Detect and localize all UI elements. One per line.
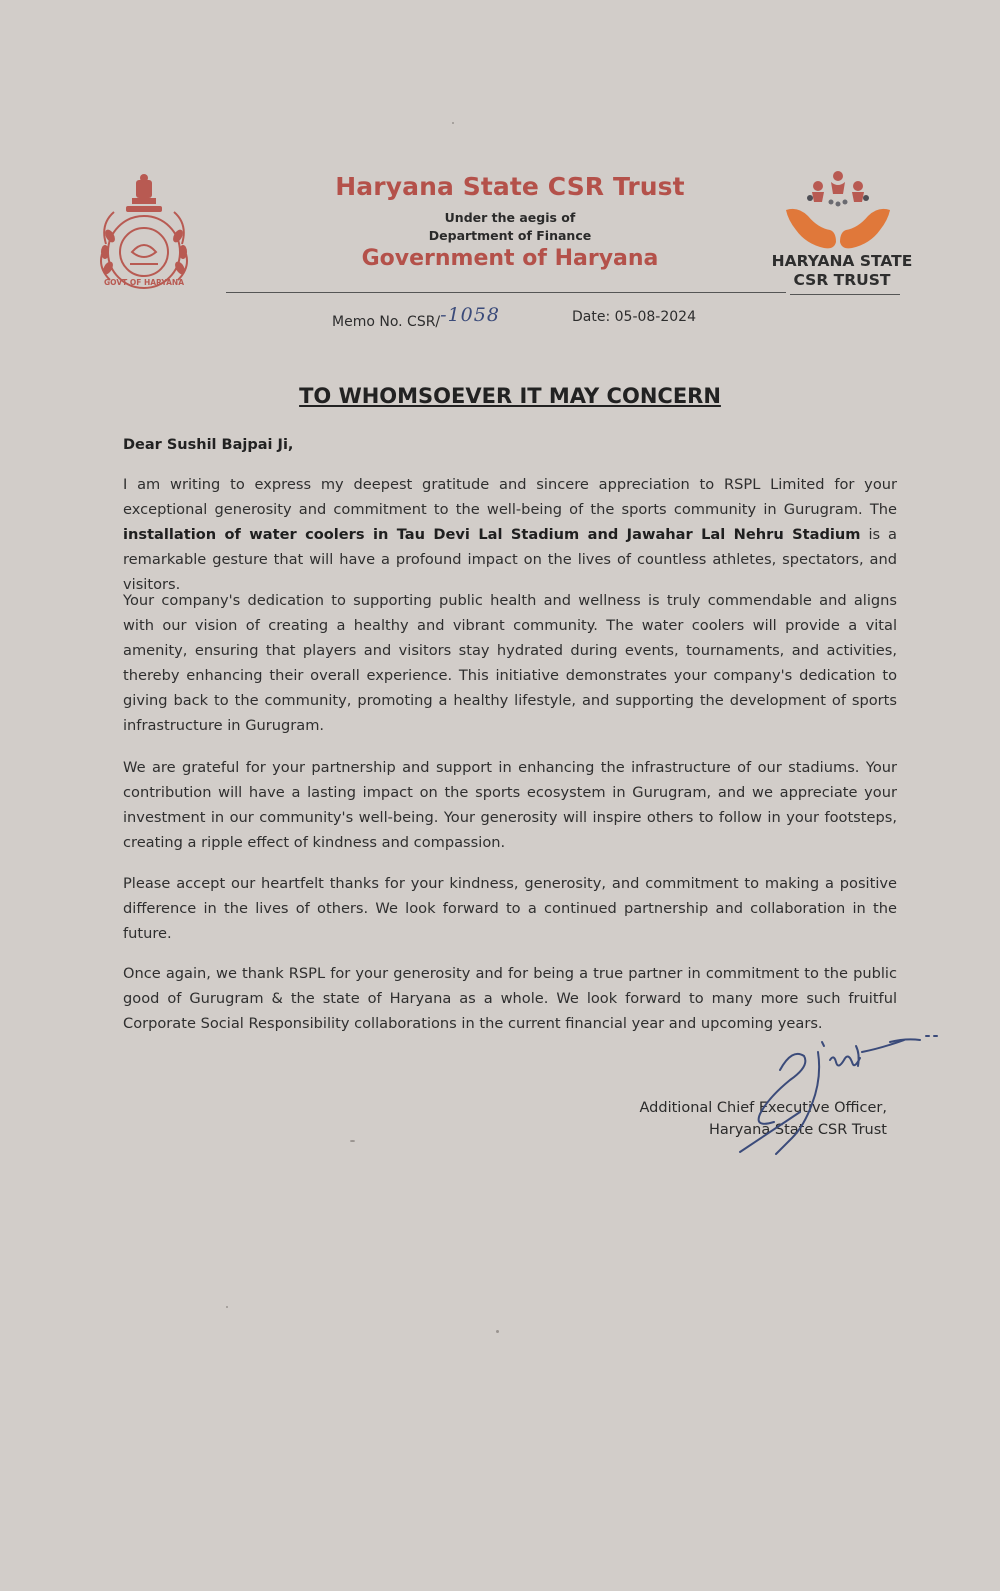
- government-title: Government of Haryana: [361, 246, 659, 271]
- scan-speck: [350, 1140, 355, 1142]
- memo-date: Date: 05-08-2024: [572, 309, 696, 325]
- logo-text: [762, 252, 922, 290]
- aegis-line: Under the aegis of: [444, 210, 576, 225]
- paragraph-3: We are grateful for your partnership and support in enhancing the infrastructure of our stadiums. Your contribution will have a lasting impact on the sports ecosystem in Gurugram, and we appreciate your investment in our community's well-being. Your generosity will inspire others to follow in your footsteps, creating a ripple effect of kindness and compassion.: [123, 759, 897, 851]
- scan-speck: [496, 1330, 499, 1333]
- logo-line-1: HARYANA STATE: [771, 252, 913, 270]
- designation-line-2: Haryana State CSR Trust: [708, 1122, 887, 1138]
- header-divider: [226, 292, 786, 293]
- department-line: Department of Finance: [428, 228, 592, 243]
- memo-number: [332, 304, 500, 331]
- paragraph-1-end: is a remarkable gesture that will have a profound impact on the lives of countless athletes, spectators, and visitors.: [123, 526, 897, 593]
- paragraph-2: Your company's dedication to supporting public health and wellness is truly commendable and aligns with our vision of creating a healthy and vibrant community. The water coolers will provide a vital amenity, ensuring that players and visitors stay hydrated during events, tournaments, and activities, thereby enhancing their overall experience. This initiative demonstrates your company's dedication to giving back to the community, promoting a healthy lifestyle, and supporting the development of sports infrastructure in Gurugram.: [123, 592, 897, 734]
- org-title: Haryana State CSR Trust: [335, 172, 685, 201]
- handwritten-signature-icon: [730, 1022, 960, 1172]
- paragraph-1: [123, 472, 897, 597]
- emblem-text: GOVT OF HARYANA: [103, 278, 185, 287]
- subject-heading: TO WHOMSOEVER IT MAY CONCERN: [299, 384, 721, 408]
- haryana-emblem-icon: [92, 172, 224, 294]
- salutation: Dear Sushil Bajpai Ji,: [123, 437, 294, 453]
- memo-label: Memo No. CSR/: [332, 314, 441, 330]
- paragraph-1-bold: installation of water coolers in Tau Devi Lal Stadium and Jawahar Lal Nehru Stadium: [123, 526, 861, 543]
- aegis-block: [360, 209, 660, 245]
- memo-handwritten-number: -1058: [440, 304, 500, 326]
- scan-speck: [452, 122, 454, 124]
- paragraph-1-start: I am writing to express my deepest gratitude and sincere appreciation to RSPL Limited for your exceptional generosity and commitment to the well-being of the sports community in Gurugram. The: [123, 476, 897, 518]
- logo-underline: [790, 294, 900, 295]
- csr-trust-logo-icon: [782, 170, 894, 254]
- scan-speck: [226, 1306, 228, 1308]
- designation-line-1: Additional Chief Executive Officer,: [639, 1100, 887, 1116]
- paragraph-4: Please accept our heartfelt thanks for your kindness, generosity, and commitment to making a positive difference in the lives of others. We look forward to a continued partnership and collaboration in the future.: [123, 875, 897, 942]
- logo-line-2: CSR TRUST: [793, 271, 891, 289]
- paragraph-5: Once again, we thank RSPL for your generosity and for being a true partner in commitment to the public good of Gurugram & the state of Haryana as a whole. We look forward to many more such fruitful Corporate Social Responsibility collaborations in the current financial year and upcoming years.: [123, 965, 897, 1032]
